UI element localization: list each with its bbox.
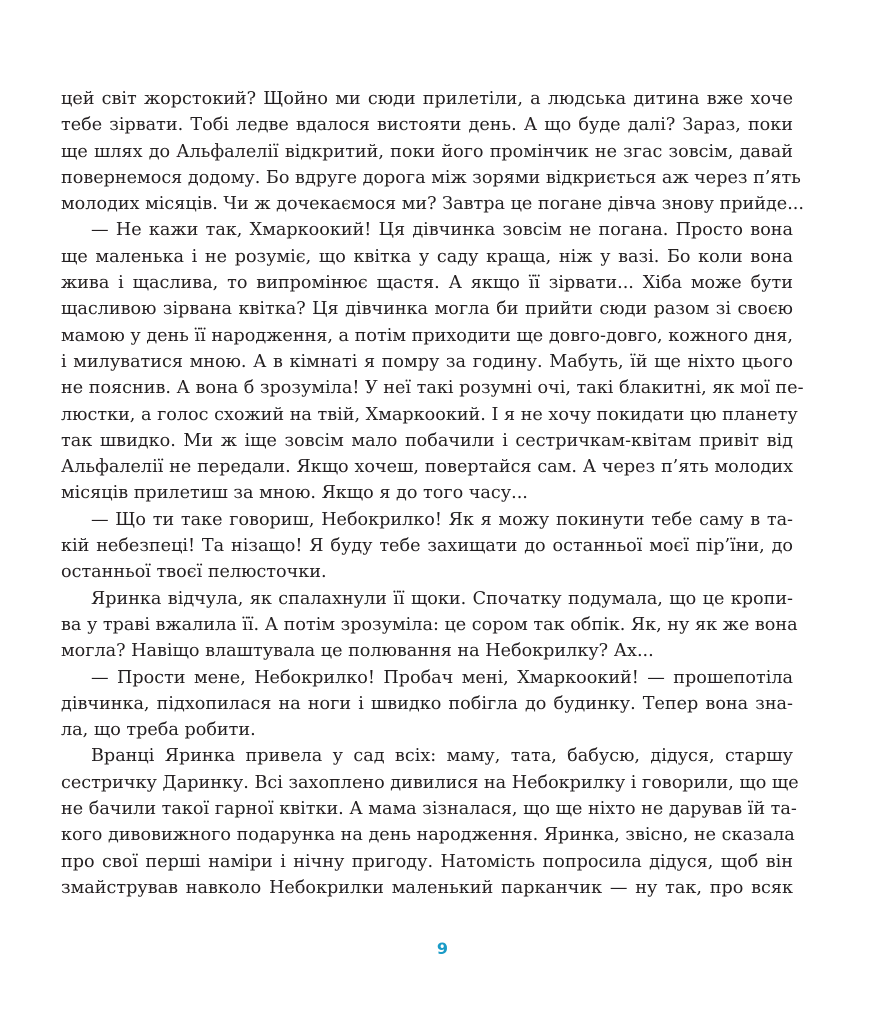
text-line: мамою у день її народження, а потім приходити ще довго-довго, кожного дня, (61, 325, 793, 346)
paragraph (61, 665, 793, 744)
text-line: кого дивовижного подарунка на день народження. Яринка, звісно, не сказала (61, 825, 795, 846)
text-line: і милуватися мною. А в кімнаті я помру за годину. Мабуть, їй ще ніхто цього (61, 351, 793, 372)
text-line: Вранці Яринка привела у сад всіх: маму, тата, бабусю, дідуся, старшу (91, 746, 793, 767)
text-line: не бачили такої гарної квітки. А мама зізналася, що ще ніхто не дарував їй та- (61, 799, 797, 820)
paragraph (61, 586, 798, 665)
text-line: кій небезпеці! Та нізащо! Я буду тебе захищати до останньої моєї пір’їни, до (61, 536, 793, 557)
text-line: Альфалелії не передали. Якщо хочеш, повертайся сам. А через п’ять молодих (61, 457, 793, 478)
text-line: Яринка відчула, як спалахнули її щоки. Спочатку подумала, що це кропи- (91, 588, 793, 609)
text-line: щасливою зірвана квітка? Ця дівчинка могла би прийти сюди разом зі своєю (61, 299, 793, 320)
text-line: — Не кажи так, Хмаркоокий! Ця дівчинка зовсім не погана. Просто вона (91, 220, 793, 241)
text-line: місяців прилетиш за мною. Якщо я до того часу... (61, 483, 528, 504)
page-number: 9 (436, 939, 449, 958)
text-line: так швидко. Ми ж іще зовсім мало побачили і сестричкам-квітам привіт від (61, 430, 793, 451)
text-line: ще маленька і не розуміє, що квітка у саду краща, ніж у вазі. Бо коли вона (61, 246, 793, 267)
text-line: могла? Навіщо влаштувала це полювання на Небокрилку? Ах... (61, 641, 654, 662)
text-line: змайстрував навколо Небокрилки маленький парканчик — ну так, про всяк (61, 877, 793, 898)
text-line: цей світ жорстокий? Щойно ми сюди прилетіли, а людська дитина вже хоче (61, 89, 793, 109)
text-line: тебе зірвати. Тобі ледве вдалося вистояти день. А що буде далі? Зараз, поки (61, 115, 793, 136)
text-line: дівчинка, підхопилася на ноги і швидко побігла до будинку. Тепер вона зна- (61, 693, 793, 714)
paragraph (61, 743, 799, 901)
text-line: не пояснив. А вона б зрозуміла! У неї такі розумні очі, такі блакитні, як мої пе- (61, 378, 804, 399)
text-line: ва у траві вжалила її. А потім зрозуміла: це сором так обпік. Як, ну як же вона (61, 614, 798, 635)
text-line: ще шлях до Альфалелії відкритий, поки його промінчик не згас зовсім, давай (61, 141, 793, 162)
paragraph (61, 86, 804, 217)
text-line: останньої твоєї пелюсточки. (61, 562, 327, 583)
text-line: жива і щаслива, то випромінює щастя. А якщо її зірвати... Хіба може бути (61, 273, 793, 294)
paragraph (61, 507, 793, 586)
text-line: — Що ти таке говориш, Небокрилко! Як я можу покинути тебе саму в та- (91, 509, 793, 530)
text-line: ла, що треба робити. (61, 720, 256, 741)
body-text (61, 86, 804, 901)
text-line: люстки, а голос схожий на твій, Хмаркоокий. І я не хочу покидати цю планету (61, 404, 798, 425)
text-line: про свої перші наміри і нічну пригоду. Натомість попросила дідуся, щоб він (61, 851, 793, 872)
text-line: сестричку Даринку. Всі захоплено дивилися на Небокрилку і говорили, що ще (61, 772, 799, 793)
text-line: повернемося додому. Бо вдруге дорога між зорями відкриється аж через п’ять (61, 167, 801, 188)
text-line: — Прости мене, Небокрилко! Пробач мені, Хмаркоокий! — прошепотіла (91, 667, 793, 688)
text-line: молодих місяців. Чи ж дочекаємося ми? Завтра це погане дівча знову прийде... (61, 194, 804, 215)
paragraph (61, 217, 804, 506)
